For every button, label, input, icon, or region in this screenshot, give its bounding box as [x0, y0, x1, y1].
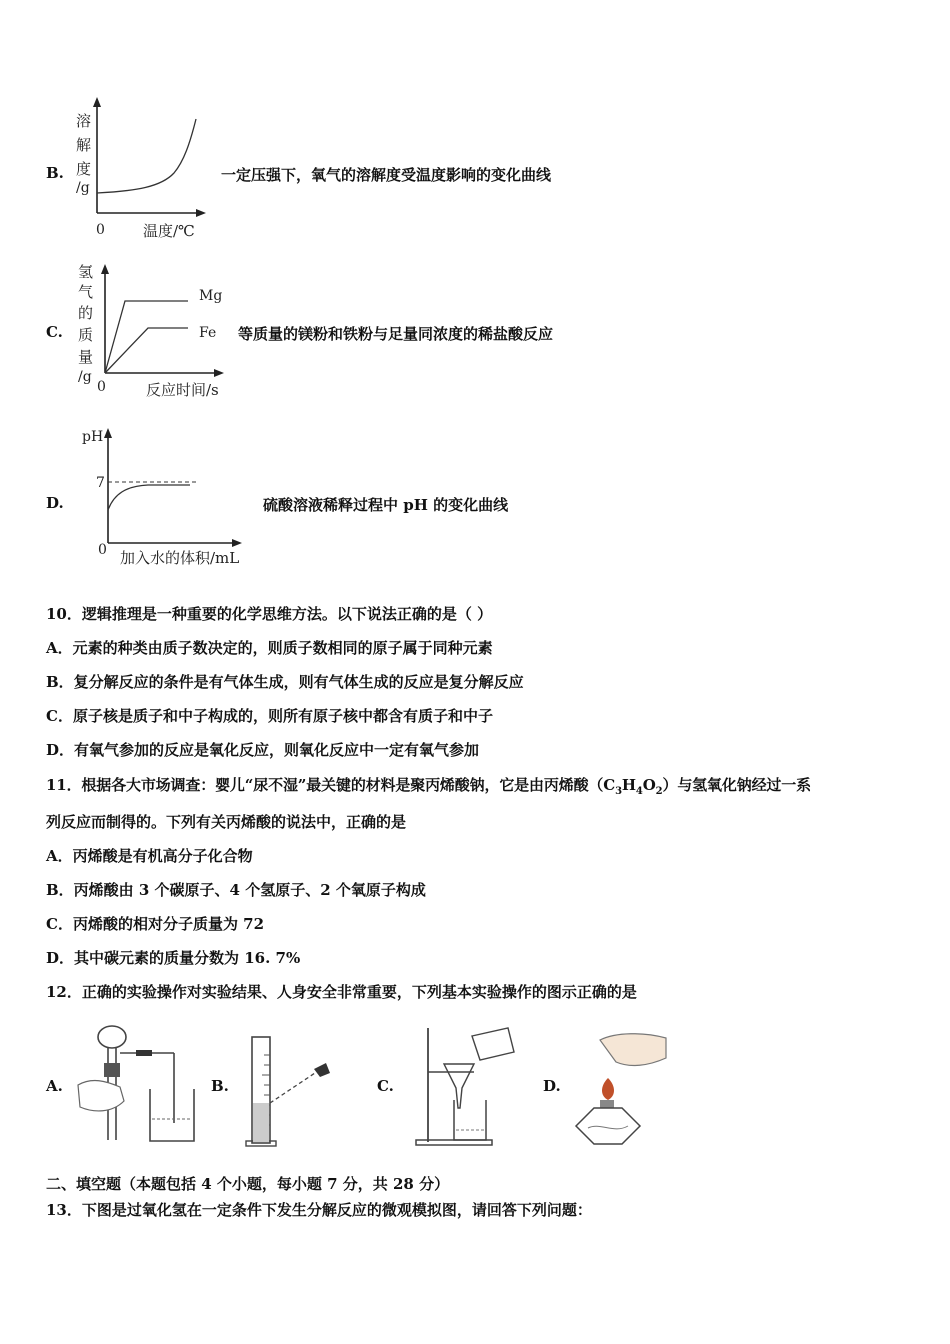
- y-label-char: /g: [78, 369, 92, 385]
- q11-stem-line1: [46, 774, 811, 797]
- mg-series-label: Mg: [199, 288, 223, 304]
- option-d-description: 硫酸溶液稀释过程中 pH 的变化曲线: [263, 496, 509, 514]
- alcohol-lamp-body: [576, 1108, 640, 1144]
- q10-option-c: C．原子核是质子和中子构成的，则所有原子核中都含有质子和中子: [46, 707, 493, 725]
- x-axis-arrow-icon: [232, 539, 242, 547]
- q11-stem-line2: 列反应而制得的。下列有关丙烯酸的说法中，正确的是: [46, 813, 407, 831]
- q12-option-d-letter: D.: [543, 1077, 561, 1095]
- x-axis-label: 加入水的体积/mL: [120, 549, 240, 567]
- y-axis-label: [76, 112, 91, 196]
- q11-stem-part1: 11．根据各大市场调查：婴儿“尿不湿”最关键的材料是聚丙烯酸钠，它是由丙烯酸（C: [46, 776, 616, 794]
- option-c-letter: C.: [46, 323, 63, 341]
- q10-option-a: A．元素的种类由质子数决定的，则质子数相同的原子属于同种元素: [46, 639, 493, 657]
- stopper: [104, 1063, 120, 1077]
- q11-option-a: A．丙烯酸是有机高分子化合物: [46, 847, 253, 865]
- fe-series-label: Fe: [199, 325, 217, 341]
- receiving-beaker: [454, 1100, 486, 1140]
- origin-label: 0: [96, 222, 105, 238]
- origin-label: 0: [98, 542, 107, 558]
- mg-line: [105, 301, 188, 373]
- formula-c-subscript: 3: [615, 786, 622, 797]
- hand-icon: [78, 1081, 124, 1111]
- q10-stem: 10．逻辑推理是一种重要的化学思维方法。以下说法正确的是（ ）: [46, 605, 493, 623]
- y-label-char: 度: [76, 160, 92, 178]
- q12-stem: 12．正确的实验操作对实验结果、人身安全非常重要，下列基本实验操作的图示正确的是: [46, 983, 637, 1001]
- q11-stem-part2: ）与氢氧化钠经过一系: [662, 776, 811, 794]
- ph-7-tick-label: 7: [96, 475, 105, 491]
- formula-o-subscript: 2: [655, 786, 663, 797]
- q12-option-c-letter: C.: [377, 1077, 394, 1095]
- option-d-letter: D.: [46, 494, 64, 512]
- liquid: [253, 1103, 269, 1142]
- sight-line: [270, 1071, 318, 1103]
- y-label-char: 的: [78, 304, 94, 322]
- y-label-char: 气: [78, 283, 94, 301]
- ph-curve: [108, 485, 190, 510]
- beaker: [150, 1089, 194, 1141]
- solubility-curve: [97, 119, 196, 193]
- q10-option-d: D．有氧气参加的反应是氧化反应，则氧化反应中一定有氧气参加: [46, 741, 480, 759]
- x-axis-arrow-icon: [196, 209, 206, 217]
- eye-icon: [314, 1063, 330, 1077]
- q12-option-a-letter: A.: [46, 1077, 63, 1095]
- q11-option-b: B．丙烯酸由 3 个碳原子、4 个氢原子、2 个氧原子构成: [46, 881, 426, 899]
- clip: [136, 1050, 152, 1056]
- airtightness-check-illustration: [76, 1015, 196, 1150]
- filtration-illustration: [410, 1020, 525, 1150]
- formula-o: O: [642, 776, 656, 794]
- lamp-wick-holder: [600, 1100, 614, 1108]
- y-label-char: 氢: [78, 263, 94, 281]
- option-b-description: 一定压强下，氧气的溶解度受温度影响的变化曲线: [221, 166, 552, 184]
- flame-icon: [602, 1078, 614, 1100]
- y-label-char: 量: [78, 348, 94, 366]
- section-2-title: 二、填空题（本题包括 4 个小题，每小题 7 分，共 28 分）: [46, 1175, 450, 1193]
- y-label-char: /g: [76, 180, 90, 196]
- y-label-char: 溶: [76, 112, 92, 130]
- y-axis-label: pH: [82, 429, 104, 445]
- y-axis-arrow-icon: [104, 428, 112, 438]
- fe-line: [105, 328, 188, 373]
- q11-option-d: D．其中碳元素的质量分数为 16. 7%: [46, 949, 301, 967]
- option-c-description: 等质量的镁粉和铁粉与足量同浓度的稀盐酸反应: [238, 325, 554, 343]
- pouring-beaker: [472, 1028, 514, 1060]
- filter-funnel: [444, 1064, 474, 1108]
- formula-h-subscript: 4: [635, 786, 643, 797]
- alcohol-lamp-illustration: [570, 1030, 675, 1150]
- formula-h: H: [621, 776, 636, 794]
- q13-stem: 13．下图是过氧化氢在一定条件下发生分解反应的微观模拟图，请回答下列问题：: [46, 1201, 592, 1219]
- x-axis-arrow-icon: [214, 369, 224, 377]
- y-axis-label: [78, 263, 93, 385]
- solubility-temperature-graph: [66, 95, 216, 245]
- x-axis-label: 温度/℃: [143, 222, 195, 240]
- q10-option-b: B．复分解反应的条件是有气体生成，则有气体生成的反应是复分解反应: [46, 673, 524, 691]
- y-label-char: 解: [76, 136, 92, 154]
- hydrogen-mass-time-graph: [70, 260, 235, 405]
- option-b-letter: B.: [46, 164, 64, 182]
- hand-icon: [600, 1034, 666, 1066]
- q11-option-c: C．丙烯酸的相对分子质量为 72: [46, 915, 265, 933]
- x-axis-label: 反应时间/s: [146, 381, 219, 399]
- y-label-char: 质: [78, 326, 94, 344]
- graduated-cylinder-reading-illustration: [240, 1025, 340, 1150]
- y-axis-arrow-icon: [93, 97, 101, 107]
- origin-label: 0: [97, 379, 106, 395]
- y-axis-arrow-icon: [101, 264, 109, 274]
- alcohol-level: [588, 1126, 628, 1129]
- q12-option-b-letter: B.: [211, 1077, 229, 1095]
- funnel-bulb: [98, 1026, 126, 1048]
- ph-dilution-graph: [80, 422, 260, 570]
